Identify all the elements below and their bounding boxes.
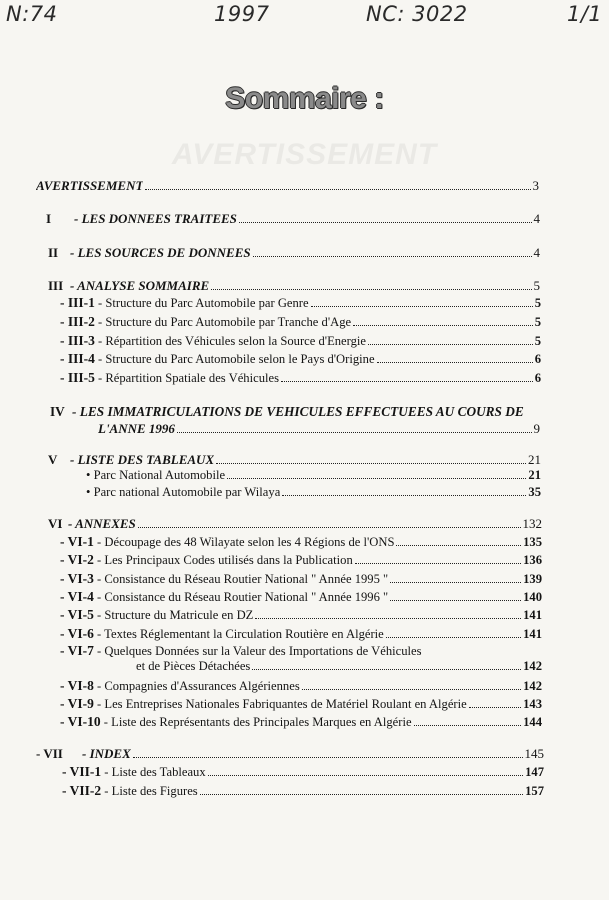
toc-label: - Structure du Matricule en DZ (97, 608, 254, 622)
toc-entry-section-v (48, 452, 541, 467)
toc-label: - Compagnies d'Assurances Algériennes (97, 679, 300, 693)
toc-entry-vii-2 (62, 783, 544, 799)
toc-label: - LES IMMATRICULATIONS DE VEHICULES EFFECTUEES AU COURS DE (72, 404, 524, 419)
toc-label: - Les Entreprises Nationales Fabriquantes de Matériel Roulant en Algérie (97, 697, 467, 711)
toc-entry-iii-3 (60, 333, 541, 349)
toc-entry-vi-10 (60, 714, 542, 730)
toc-number: - VI-1 (60, 534, 94, 549)
dot-leader (208, 775, 523, 776)
toc-label: - Liste des Tableaux (104, 765, 206, 779)
toc-entry-vi-1 (60, 534, 542, 550)
toc-page: 21 (528, 468, 541, 482)
toc-number: - VI-9 (60, 696, 94, 711)
toc-page: 145 (524, 746, 544, 761)
dot-leader (138, 527, 521, 528)
toc-entry-iii-1 (60, 295, 541, 311)
toc-page: 5 (533, 278, 540, 293)
handwritten-note-code: NC: 3022 (366, 2, 468, 26)
dot-leader (227, 478, 526, 479)
toc-label: - LISTE DES TABLEAUX (70, 452, 215, 467)
toc-number: - VI-10 (60, 714, 101, 729)
toc-page: 139 (523, 572, 542, 586)
toc-label: - Consistance du Réseau Routier National " Année 1996 " (97, 590, 389, 604)
toc-entry-iii-2 (60, 314, 541, 330)
toc-number: - VII-1 (62, 764, 102, 779)
toc-label: - Liste des Figures (104, 784, 198, 798)
bleed-through-text: AVERTISSEMENT (171, 138, 438, 171)
toc-number: - VI-3 (60, 571, 94, 586)
dot-leader (311, 306, 533, 307)
toc-entry-section-vii (36, 746, 544, 761)
toc-entry-section-i (46, 211, 540, 226)
dot-leader (177, 432, 532, 433)
toc-page: 5 (534, 334, 541, 348)
toc-page: 140 (523, 590, 542, 604)
toc-number: - VI-7 (60, 643, 94, 658)
toc-number: V (48, 452, 58, 467)
toc-number: - VI-8 (60, 678, 94, 693)
toc-page: 9 (533, 421, 540, 436)
toc-page: 141 (523, 608, 542, 622)
toc-entry-vi-9 (60, 696, 542, 712)
toc-entry-section-iv-continued (98, 421, 540, 436)
toc-number: - VI-6 (60, 626, 94, 641)
toc-page: 143 (523, 697, 542, 711)
toc-number: - III-5 (60, 370, 95, 385)
dot-leader (386, 637, 521, 638)
toc-page: 6 (534, 352, 541, 366)
toc-entry-section-vi (48, 516, 542, 531)
toc-page: 4 (533, 211, 540, 226)
toc-page: 135 (523, 535, 542, 549)
toc-label: AVERTISSEMENT (36, 178, 144, 193)
toc-page: 157 (525, 784, 544, 798)
toc-page: 3 (532, 178, 539, 193)
toc-label: - Structure du Parc Automobile par Tranche d'Age (98, 315, 352, 329)
toc-entry-vi-6 (60, 626, 542, 642)
toc-label: - INDEX (82, 746, 131, 761)
toc-entry-vi-4 (60, 589, 542, 605)
dot-leader (281, 381, 533, 382)
toc-label: • Parc national Automobile par Wilaya (86, 485, 280, 500)
dot-leader (355, 563, 521, 564)
toc-label: et de Pièces Détachées (136, 659, 251, 673)
toc-page: 142 (523, 679, 542, 693)
toc-entry-v-bullet-2 (86, 485, 541, 500)
toc-page: 147 (525, 765, 544, 779)
toc-number: III (48, 278, 64, 293)
handwritten-note-number: N:74 (6, 2, 58, 26)
dot-leader (414, 725, 522, 726)
dot-leader (469, 707, 521, 708)
dot-leader (253, 256, 532, 257)
toc-number: - III-1 (60, 295, 95, 310)
toc-entry-vi-2 (60, 552, 542, 568)
toc-entry-vi-3 (60, 571, 542, 587)
toc-number: - VII-2 (62, 783, 102, 798)
toc-number: - VI-5 (60, 607, 94, 622)
toc-page: 136 (523, 553, 542, 567)
toc-label: - Structure du Parc Automobile selon le Pays d'Origine (98, 352, 375, 366)
toc-label: - Consistance du Réseau Routier National " Année 1995 " (97, 572, 389, 586)
toc-label: • Parc National Automobile (86, 468, 225, 483)
toc-label: - Répartition Spatiale des Véhicules (98, 371, 279, 385)
handwritten-note-page: 1/1 (567, 2, 603, 26)
toc-page: 5 (534, 296, 541, 310)
toc-number: - VI-2 (60, 552, 94, 567)
dot-leader (282, 495, 526, 496)
dot-leader (145, 189, 530, 190)
toc-number: I (46, 211, 52, 226)
dot-leader (302, 689, 521, 690)
dot-leader (200, 794, 523, 795)
toc-page: 132 (522, 516, 542, 531)
toc-entry-vi-5 (60, 607, 542, 623)
toc-label: - LES DONNEES TRAITEES (74, 211, 237, 226)
toc-label: - Liste des Représentants des Principales Marques en Algérie (103, 715, 412, 729)
toc-label: - ANNEXES (68, 516, 136, 531)
toc-page: 4 (533, 245, 540, 260)
toc-number: - III-2 (60, 314, 95, 329)
toc-label: - LES SOURCES DE DONNEES (70, 245, 251, 260)
toc-entry-v-bullet-1 (86, 468, 541, 483)
toc-number: - III-3 (60, 333, 95, 348)
toc-number: - III-4 (60, 351, 95, 366)
toc-entry-vi-8 (60, 678, 542, 694)
toc-entry-section-iii (48, 278, 540, 293)
toc-entry-section-iv (50, 404, 540, 419)
toc-label: - Structure du Parc Automobile par Genre (98, 296, 309, 310)
dot-leader (368, 344, 533, 345)
toc-page: 6 (534, 371, 541, 385)
toc-entry-section-ii (48, 245, 540, 260)
page-title: Sommaire : (225, 82, 384, 115)
dot-leader (390, 600, 521, 601)
dot-leader (216, 463, 526, 464)
toc-page: 35 (528, 485, 541, 499)
toc-page: 142 (523, 659, 542, 673)
toc-number: VI (48, 516, 63, 531)
dot-leader (252, 669, 521, 670)
dot-leader (390, 582, 521, 583)
toc-number: - VII (36, 746, 63, 761)
dot-leader (353, 325, 533, 326)
toc-page: 5 (534, 315, 541, 329)
toc-page: 144 (523, 715, 542, 729)
dot-leader (255, 618, 521, 619)
toc-label: - Découpage des 48 Wilayate selon les 4 Régions de l'ONS (97, 535, 395, 549)
toc-label: L'ANNE 1996 (98, 421, 175, 436)
handwritten-note-year: 1997 (214, 2, 270, 26)
toc-number: II (48, 245, 59, 260)
toc-page: 21 (528, 452, 541, 467)
dot-leader (377, 362, 533, 363)
toc-label: - Textes Réglementant la Circulation Routière en Algérie (97, 627, 384, 641)
dot-leader (211, 289, 531, 290)
dot-leader (396, 545, 521, 546)
toc-label: - Quelques Données sur la Valeur des Importations de Véhicules (97, 644, 422, 658)
toc-label: - Les Principaux Codes utilisés dans la Publication (97, 553, 353, 567)
toc-entry-avertissement (36, 178, 539, 193)
toc-number: IV (50, 404, 65, 419)
toc-entry-iii-4 (60, 351, 541, 367)
toc-entry-iii-5 (60, 370, 541, 386)
toc-label: - ANALYSE SOMMAIRE (70, 278, 210, 293)
toc-label: - Répartition des Véhicules selon la Source d'Energie (98, 334, 366, 348)
dot-leader (133, 757, 523, 758)
dot-leader (239, 222, 532, 223)
toc-page: 141 (523, 627, 542, 641)
toc-number: - VI-4 (60, 589, 94, 604)
toc-entry-vi-7-continued (136, 659, 542, 674)
toc-entry-vii-1 (62, 764, 544, 780)
toc-entry-vi-7 (60, 643, 542, 659)
